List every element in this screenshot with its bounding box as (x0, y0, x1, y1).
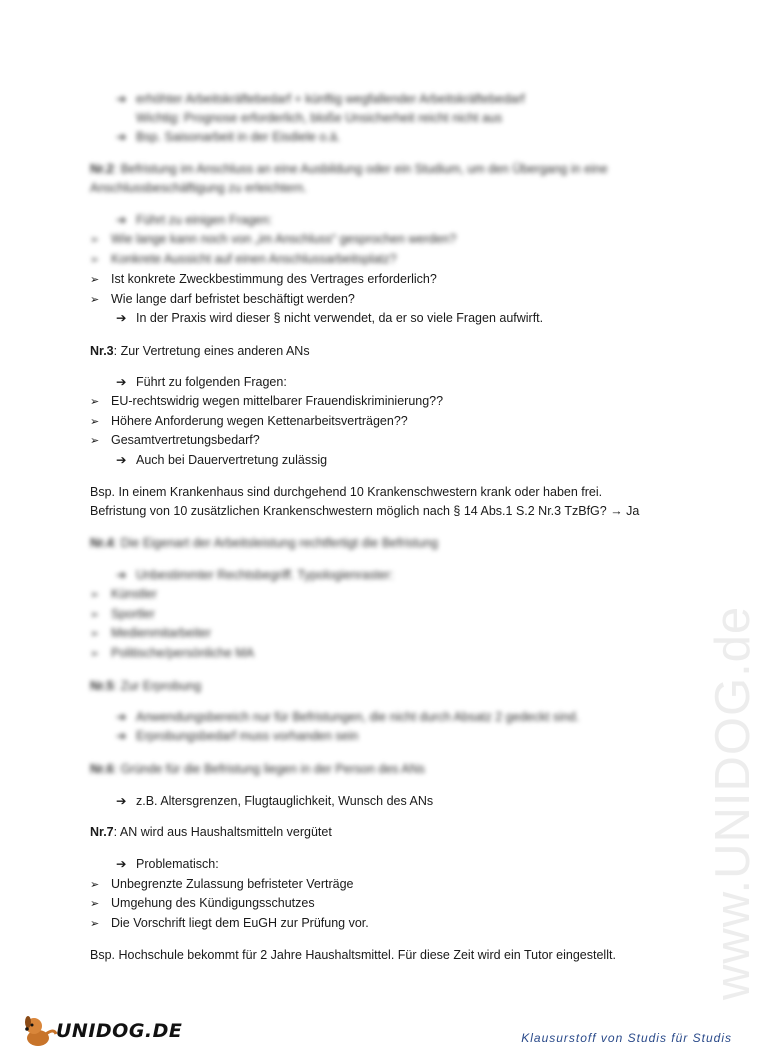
paragraph: Anschlussbeschäftigung zu erleichtern. (90, 181, 307, 195)
paragraph: Befristung von 10 zusätzlichen Krankenschwestern möglich nach § 14 Abs.1 S.2 Nr.3 TzBfG? → Ja (90, 504, 640, 518)
paragraph: Bsp. Hochschule bekommt für 2 Jahre Haushaltsmittel. Für diese Zeit wird ein Tutor eingestellt. (90, 948, 616, 962)
section-heading: Nr.3: Zur Vertretung eines anderen ANs (90, 344, 310, 358)
dog-icon (20, 1012, 60, 1050)
list-item: ➢ Sportler (90, 607, 155, 621)
list-item: ➔ Erprobungsbedarf muss vorhanden sein (116, 729, 359, 743)
section-heading: Nr.7: AN wird aus Haushaltsmitteln vergütet (90, 825, 332, 839)
section-heading: Nr.5: Zur Erprobung (90, 679, 202, 693)
list-item: ➢ Unbegrenzte Zulassung befristeter Verträge (90, 877, 354, 891)
unidog-logo (20, 1012, 183, 1050)
list-item: ➢ Politische/persönliche MA (90, 646, 255, 660)
list-item: ➢ EU-rechtswidrig wegen mittelbarer Frauendiskriminierung?? (90, 394, 444, 408)
list-item: ➢ Medienmitarbeiter (90, 626, 212, 640)
logo-text: UNIDOG.DE (56, 1020, 183, 1042)
list-item: ➔ Führt zu einigen Fragen: (116, 213, 273, 227)
paragraph: Bsp. In einem Krankenhaus sind durchgehend 10 Krankenschwestern krank oder haben frei. (90, 485, 603, 499)
list-item: ➔ Führt zu folgenden Fragen: (116, 375, 287, 389)
list-item: Wichtig: Prognose erforderlich, bloße Unsicherheit reicht nicht aus (136, 111, 503, 125)
list-item: ➢ Wie lange kann noch von „im Anschluss“ gesprochen werden? (90, 232, 457, 246)
section-heading: Nr.6: Gründe für die Befristung liegen in der Person des ANs (90, 762, 425, 776)
list-item: ➢ Ist konkrete Zweckbestimmung des Vertrages erforderlich? (90, 272, 437, 286)
list-item: ➢ Die Vorschrift liegt dem EuGH zur Prüfung vor. (90, 916, 369, 930)
section-heading: Nr.2: Befristung im Anschluss an eine Ausbildung oder ein Studium, um den Übergang in eine (90, 162, 608, 176)
watermark: www.UNIDOG.de (706, 605, 760, 1000)
list-item: ➔ z.B. Altersgrenzen, Flugtauglichkeit, Wunsch des ANs (116, 794, 434, 808)
list-item: ➔ Unbestimmter Rechtsbegriff. Typologienraster: (116, 568, 394, 582)
list-item: ➔ Anwendungsbereich nur für Befristungen, die nicht durch Absatz 2 gedeckt sind. (116, 710, 580, 724)
footer-tagline: Klausurstoff von Studis für Studis (521, 1031, 732, 1045)
list-item: ➢ Höhere Anforderung wegen Kettenarbeitsverträgen?? (90, 414, 408, 428)
list-item: ➢ Konkrete Aussicht auf einen Anschlussarbeitsplatz? (90, 252, 397, 266)
list-item: ➔ In der Praxis wird dieser § nicht verwendet, da er so viele Fragen aufwirft. (116, 311, 544, 325)
list-item: ➢ Gesamtvertretungsbedarf? (90, 433, 260, 447)
list-item: ➔ Problematisch: (116, 857, 219, 871)
list-item: ➢ Wie lange darf befristet beschäftigt werden? (90, 292, 355, 306)
section-heading: Nr.4: Die Eigenart der Arbeitsleistung rechtfertigt die Befristung (90, 536, 439, 550)
list-item: ➢ Umgehung des Kündigungsschutzes (90, 896, 315, 910)
list-item: ➔ Auch bei Dauervertretung zulässig (116, 453, 328, 467)
list-item: ➔ Bsp. Saisonarbeit in der Eisdiele o.ä. (116, 130, 341, 144)
list-item: ➔ erhöhter Arbeitskräftebedarf + künftig wegfallender Arbeitskräftebedarf (116, 92, 525, 106)
list-item: ➢ Künstler (90, 587, 157, 601)
